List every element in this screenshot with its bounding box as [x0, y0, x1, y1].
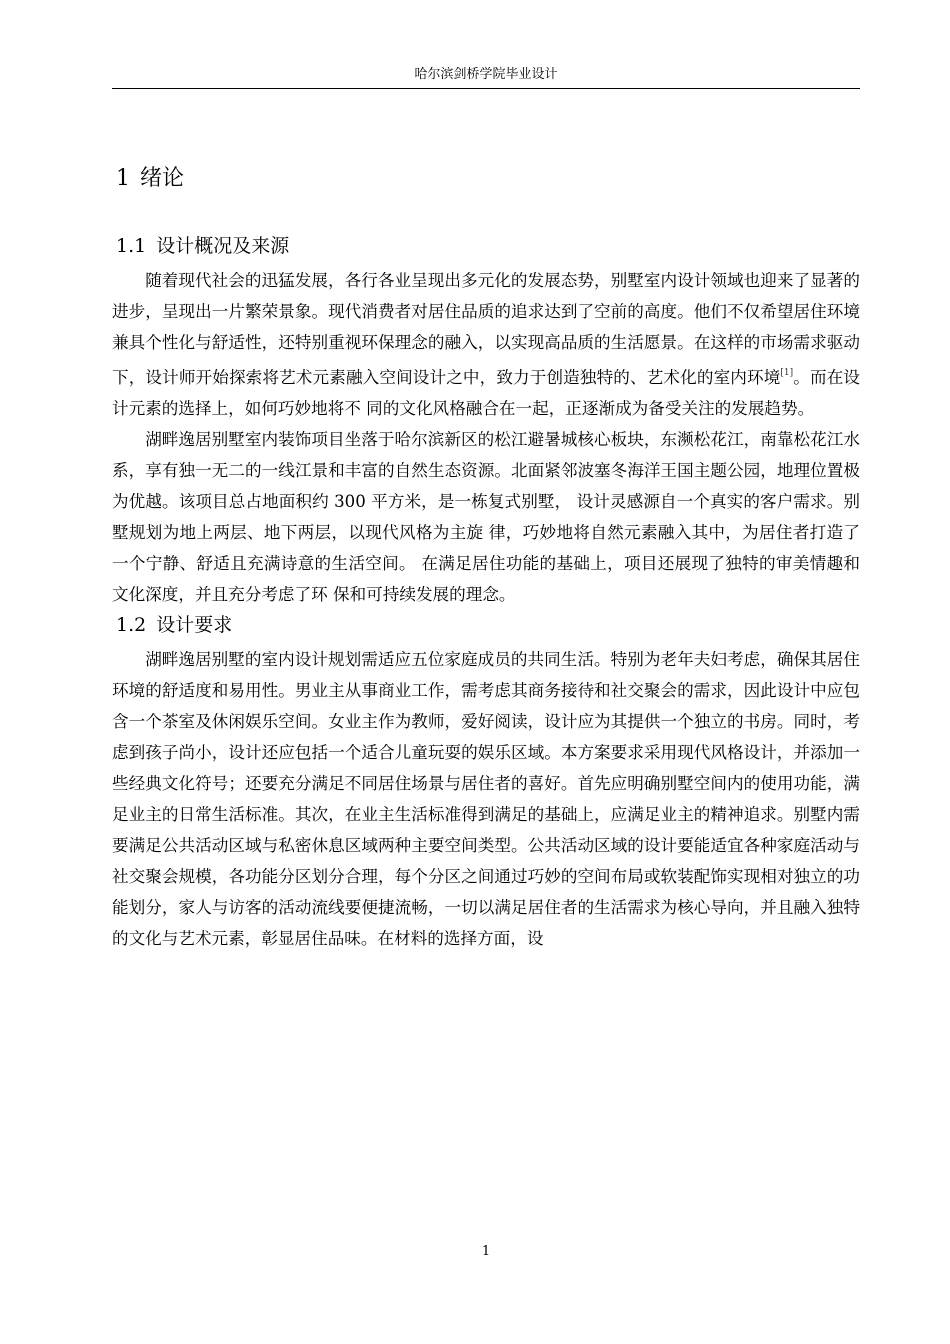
body-paragraph [112, 265, 860, 424]
paragraph-text: 。而在设计元素的选择上，如何巧妙地将不 同的文化风格融合在一起，正逐渐成为备受关注的发展趋势。 [112, 368, 861, 418]
section-heading [116, 232, 860, 260]
page-number: 1 [481, 1244, 491, 1259]
header-rule [112, 88, 860, 89]
section-number: 1.1 [116, 235, 147, 257]
body-paragraph: 湖畔逸居别墅室内装饰项目坐落于哈尔滨新区的松江避暑城核心板块，东濒松花江，南靠松花江水系，享有独一无二的一线江景和丰富的自然生态资源。北面紧邻波塞冬海洋王国主题公园，地理位置极为优越。该项目总占地面积约 300 平方米，是一栋复式别墅， 设计灵感源自一个真实的客户需求。别墅规划为地上两层、地下两层，以现代风格为主旋 律，巧妙地将自然元素融入其中，为居住者打造了一个宁静、舒适且充满诗意的生活空间。 在满足居住功能的基础上，项目还展现了独特的审美情趣和文化深度，并且充分考虑了环 保和可持续发展的理念。 [112, 430, 860, 604]
running-header: 哈尔滨剑桥学院毕业设计 [414, 67, 558, 82]
chapter-number: 1 [116, 166, 130, 191]
section-number: 1.2 [116, 614, 147, 636]
section-title: 设计要求 [156, 614, 233, 636]
chapter-heading [116, 164, 860, 194]
body-paragraph: 湖畔逸居别墅的室内设计规划需适应五位家庭成员的共同生活。特别为老年夫妇考虑，确保其居住环境的舒适度和易用性。男业主从事商业工作，需考虑其商务接待和社交聚会的需求，因此设计中应包含一个茶室及休闲娱乐空间。女业主作为教师，爱好阅读，设计应为其提供一个独立的书房。同时，考虑到孩子尚小，设计还应包括一个适合儿童玩耍的娱乐区域。本方案要求采用现代风格设计，并添加一些经典文化符号；还要充分满足不同居住场景与居住者的喜好。首先应明确别墅空间内的使用功能，满足业主的日常生活标准。其次，在业主生活标准得到满足的基础上，应满足业主的精神追求。别墅内需要满足公共活动区域与私密休息区域两种主要空间类型。公共活动区域的设计要能适宜各种家庭活动与社交聚会规模，各功能分区划分合理，每个分区之间通过巧妙的空间布局或软装配饰实现相对独立的功能划分，家人与访客的活动流线要便捷流畅，一切以满足居住者的生活需求为核心导向，并且融入独特的文化与艺术元素，彰显居住品味。在材料的选择方面，设 [112, 650, 860, 948]
page-body [112, 150, 860, 954]
chapter-title: 绪论 [140, 166, 185, 191]
section-title: 设计概况及来源 [156, 235, 290, 257]
section-heading [116, 611, 860, 639]
paragraph-text: 随着现代社会的迅猛发展，各行各业呈现出多元化的发展态势，别墅室内设计领域也迎来了显著的进步，呈现出一片繁荣景象。现代消费者对居住品质的追求达到了空前的高度。他们不仅希望居住环境兼具个性化与舒适性，还特别重视环保理念的融入，以实现高品质的生活愿景。在这样的市场需求驱动下，设计师开始探索将艺术元素融入空间设计之中，致力于创造独特的、艺术化的室内环境 [112, 271, 860, 387]
citation-marker: [1] [780, 368, 794, 378]
